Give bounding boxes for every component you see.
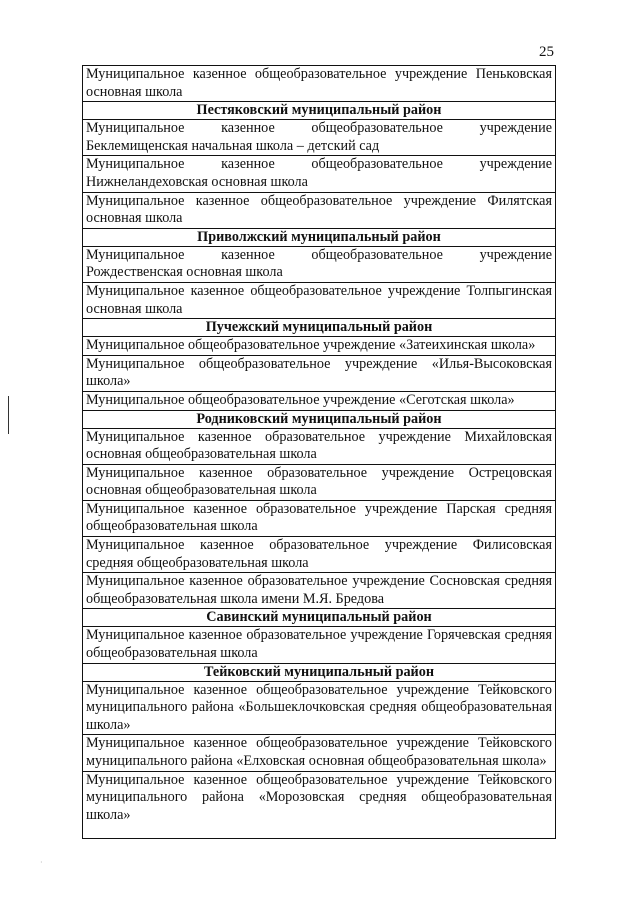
table-row: Муниципальное казенное общеобразовательное учреждение Нижнеландеховская основная школа [83,155,555,191]
district-heading-puchezhsky: Пучежский муниципальный район [83,318,555,336]
table-row: Муниципальное общеобразовательное учреждение «Илья-Высоковская школа» [83,355,555,391]
table-row: Муниципальное казенное общеобразовательное учреждение Тейковского муниципального района «Морозовская средняя общеобразовательная школа» [83,771,555,839]
table-row: Муниципальное общеобразовательное учреждение «Сеготская школа» [83,391,555,410]
table-row: Муниципальное казенное общеобразовательное учреждение Беклемищенская начальная школа – детский сад [83,119,555,155]
table-row: Муниципальное казенное образовательное учреждение Михайловская основная общеобразовательная школа [83,428,555,464]
table-row: Муниципальное казенное общеобразовательное учреждение Филятская основная школа [83,192,555,228]
table-row: Муниципальное общеобразовательное учреждение «Затеихинская школа» [83,336,555,355]
table-row: Муниципальное казенное общеобразовательное учреждение Тейковского муниципального района «Елховская основная общеобразовательная школа» [83,734,555,770]
table-row: Муниципальное казенное образовательное учреждение Сосновская средняя общеобразовательная школа имени М.Я. Бредова [83,572,555,608]
schools-table [82,65,556,839]
table-row: Муниципальное казенное образовательное учреждение Парская средняя общеобразовательная школа [83,500,555,536]
table-row: Муниципальное казенное образовательное учреждение Горячевская средняя общеобразовательная школа [83,626,555,662]
table-row: Муниципальное казенное общеобразовательное учреждение Тейковского муниципального района «Большеклочковская средняя общеобразовательная школа» [83,681,555,735]
district-heading-savinsky: Савинский муниципальный район [83,608,555,626]
district-heading-pestyakovsky: Пестяковский муниципальный район [83,101,555,119]
margin-mark [8,396,9,434]
table-row: Муниципальное казенное общеобразовательное учреждение Толпыгинская основная школа [83,282,555,318]
corner-mark: · [40,858,43,867]
table-row: Муниципальное казенное общеобразовательное учреждение Пеньковская основная школа [86,66,552,100]
district-heading-teykovsky: Тейковский муниципальный район [83,663,555,681]
district-heading-rodnikovsky: Родниковский муниципальный район [83,410,555,428]
table-row: Муниципальное казенное общеобразовательное учреждение Рождественская основная школа [83,246,555,282]
table-row: Муниципальное казенное образовательное учреждение Филисовская средняя общеобразовательная школа [83,536,555,572]
page-number: 25 [539,44,554,60]
district-heading-privolzhsky: Приволжский муниципальный район [83,228,555,246]
table-row: Муниципальное казенное образовательное учреждение Острецовская основная общеобразовательная школа [83,464,555,500]
